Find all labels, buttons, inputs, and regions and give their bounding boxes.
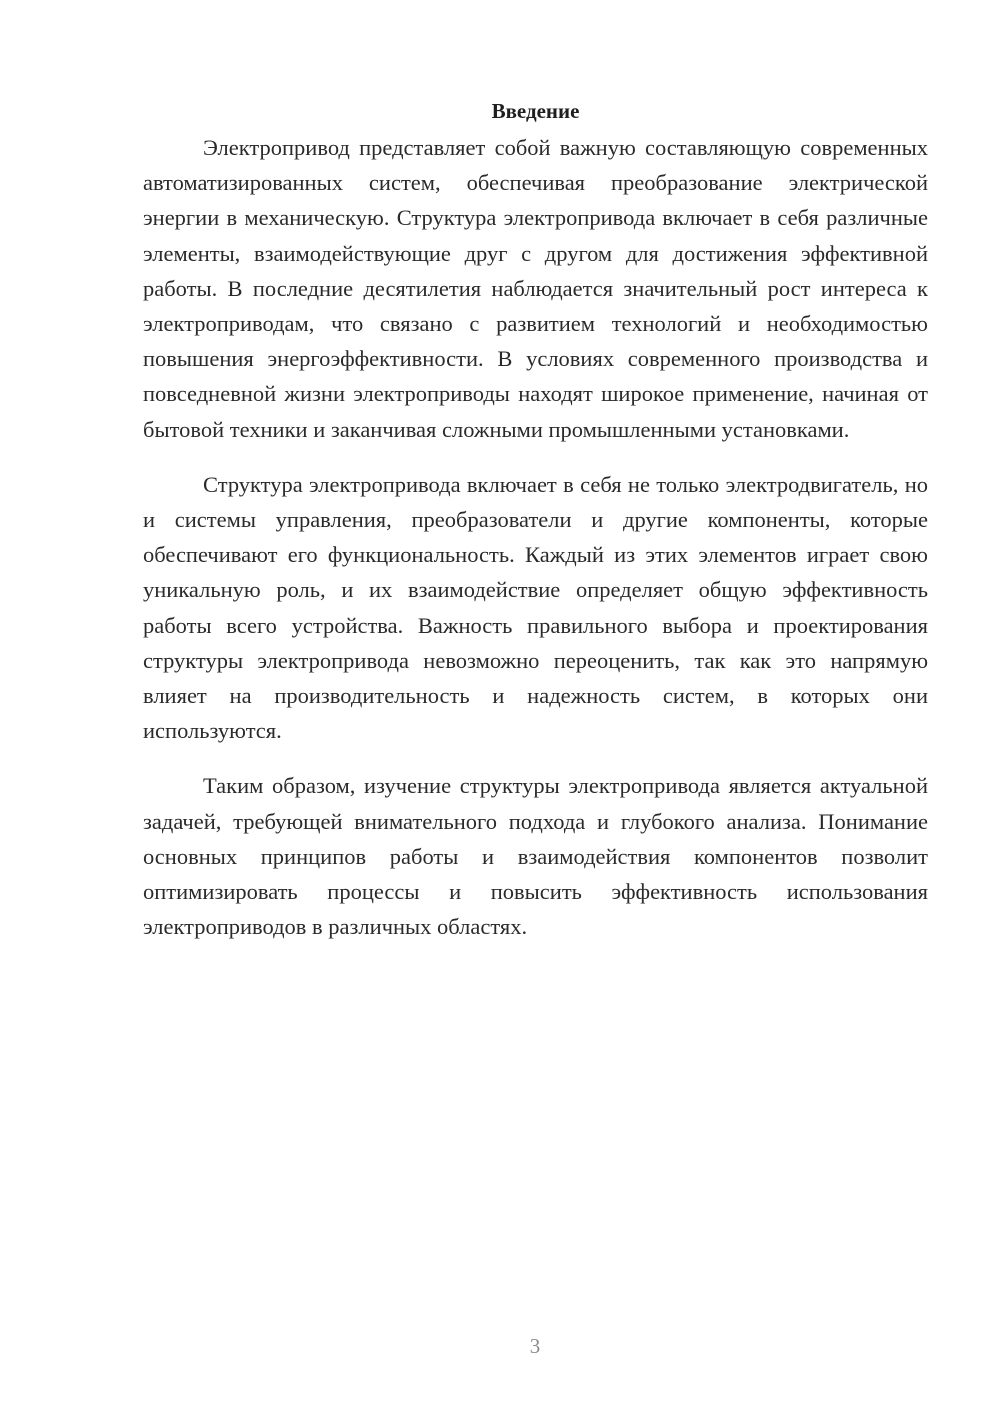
page-content (143, 96, 928, 944)
page-number: 3 (529, 1334, 541, 1358)
paragraph-3: Таким образом, изучение структуры электропривода является актуальной задачей, требующей внимательного подхода и глубокого анализа. Понимание основных принципов работы и взаимодействия компонентов позволит оптимизировать процессы и повысить эффективность использования электроприводов в различных областях. (143, 773, 928, 940)
section-title: Введение (491, 99, 580, 123)
paragraph-2: Структура электропривода включает в себя не только электродвигатель, но и системы управления, преобразователи и другие компоненты, которые обеспечивают его функциональность. Каждый из этих элементов играет свою уникальную роль, и их взаимодействие определяет общую эффективность работы всего устройства. Важность правильного выбора и проектирования структуры электропривода невозможно переоценить, так как это напрямую влияет на производительность и надежность систем, в которых они используются. (143, 471, 928, 744)
paragraph-1: Электропривод представляет собой важную составляющую современных автоматизированных систем, обеспечивая преобразование электрической энергии в механическую. Структура электропривода включает в себя различные элементы, взаимодействующие друг с другом для достижения эффективной работы. В последние десятилетия наблюдается значительный рост интереса к электроприводам, что связано с развитием технологий и необходимостью повышения энергоэффективности. В условиях современного производства и повседневной жизни электроприводы находят широкое применение, начиная от бытовой техники и заканчивая сложными промышленными установками. (143, 135, 928, 442)
